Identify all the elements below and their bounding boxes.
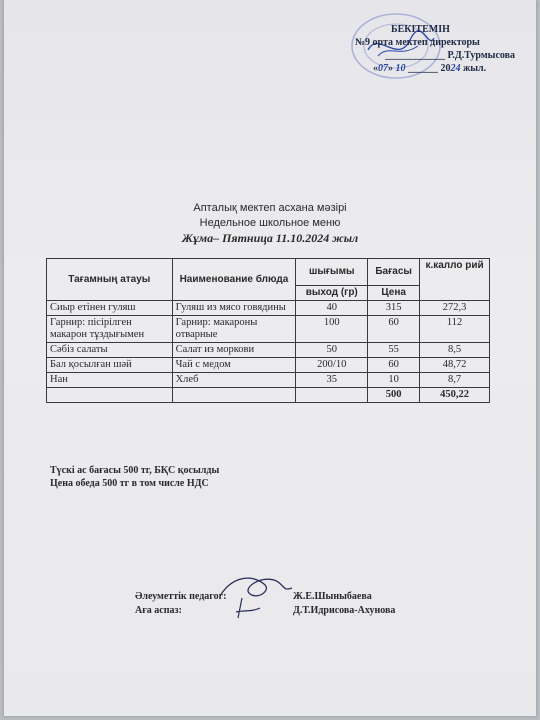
approval-date-line: «07» 10 ______ 2024 жыл. [373, 63, 487, 74]
header-price-kz: Бағасы [368, 259, 420, 286]
heading-ru: Недельное школьное меню [199, 217, 341, 229]
dish-ru: Гарнир: макароны отварные [172, 316, 296, 343]
dish-yield: 35 [296, 373, 368, 388]
heading-kz: Апталық мектеп асхана мәзірі [193, 202, 347, 214]
table-header-row [47, 259, 490, 286]
dish-kcal: 8,5 [420, 343, 490, 358]
header-name-kz: Тағамның атауы [47, 259, 173, 301]
dish-ru: Салат из моркови [172, 343, 296, 358]
signature-names [293, 590, 395, 618]
dish-kz: Гарнир: пісірілген макарон тұздығымен [47, 316, 173, 343]
dish-yield: 40 [296, 301, 368, 316]
table-row [47, 358, 490, 373]
approval-year-suffix: 24 [450, 63, 461, 74]
header-price-ru: Цена [368, 286, 420, 301]
approval-year-prefix: 20 [440, 63, 451, 74]
table-row [47, 301, 490, 316]
dish-kcal: 272,3 [420, 301, 490, 316]
dish-kz: Бал қосылған шәй [47, 358, 173, 373]
dish-ru: Гуляш из мясо говядины [172, 301, 296, 316]
approval-position: №9 орта мектеп директоры [355, 37, 480, 48]
dish-kcal: 8,7 [420, 373, 490, 388]
dish-kz: Сәбіз салаты [47, 343, 173, 358]
header-kcal: к.калло рий [420, 259, 490, 301]
dish-yield: 100 [296, 316, 368, 343]
table-row [47, 373, 490, 388]
dish-price: 60 [368, 358, 420, 373]
heading-date: Жұма– Пятница 11.10.2024 жыл [181, 231, 359, 245]
dish-ru: Чай с медом [172, 358, 296, 373]
dish-yield: 50 [296, 343, 368, 358]
dish-kz: Нан [47, 373, 173, 388]
approval-year-word: жыл. [463, 63, 487, 74]
price-note [50, 464, 219, 490]
table-row [47, 343, 490, 358]
menu-heading [0, 201, 540, 246]
dish-ru: Хлеб [172, 373, 296, 388]
dish-kz: Сиыр етінен гуляш [47, 301, 173, 316]
dish-price: 60 [368, 316, 420, 343]
signature-role-2: Аға аспаз: [135, 605, 182, 616]
header-yield-kz: шығымы [296, 259, 368, 286]
price-note-ru: Цена обеда 500 тг в том числе НДС [50, 478, 209, 489]
approval-director-line: ____________ Р.Д.Турмысова [385, 50, 516, 61]
dish-kcal: 48,72 [420, 358, 490, 373]
dish-kcal: 112 [420, 316, 490, 343]
dish-price: 55 [368, 343, 420, 358]
signature-block [135, 590, 396, 618]
signature-name-1: Ж.Е.Шыныбаева [293, 591, 372, 602]
table-total-row [47, 388, 490, 403]
director-name: Р.Д.Турмысова [447, 50, 516, 61]
dish-price: 10 [368, 373, 420, 388]
price-note-kz: Түскі ас бағасы 500 тг, БҚС қосылды [50, 465, 220, 476]
header-name-ru: Наименование блюда [172, 259, 296, 301]
header-yield-ru: выход (гр) [296, 286, 368, 301]
approval-month: 10 [395, 63, 406, 74]
approval-title: БЕКІТЕМІН [391, 24, 450, 35]
signature-role-1: Әлеуметтік педагог: [135, 591, 227, 602]
total-kcal: 450,22 [420, 388, 490, 403]
dish-yield: 200/10 [296, 358, 368, 373]
signature-name-2: Д.Т.Идрисова-Ахунова [293, 605, 396, 616]
dish-price: 315 [368, 301, 420, 316]
approval-block [355, 23, 540, 75]
table-row [47, 316, 490, 343]
approval-day: 07 [378, 63, 388, 74]
menu-table [46, 258, 490, 403]
total-price: 500 [368, 388, 420, 403]
